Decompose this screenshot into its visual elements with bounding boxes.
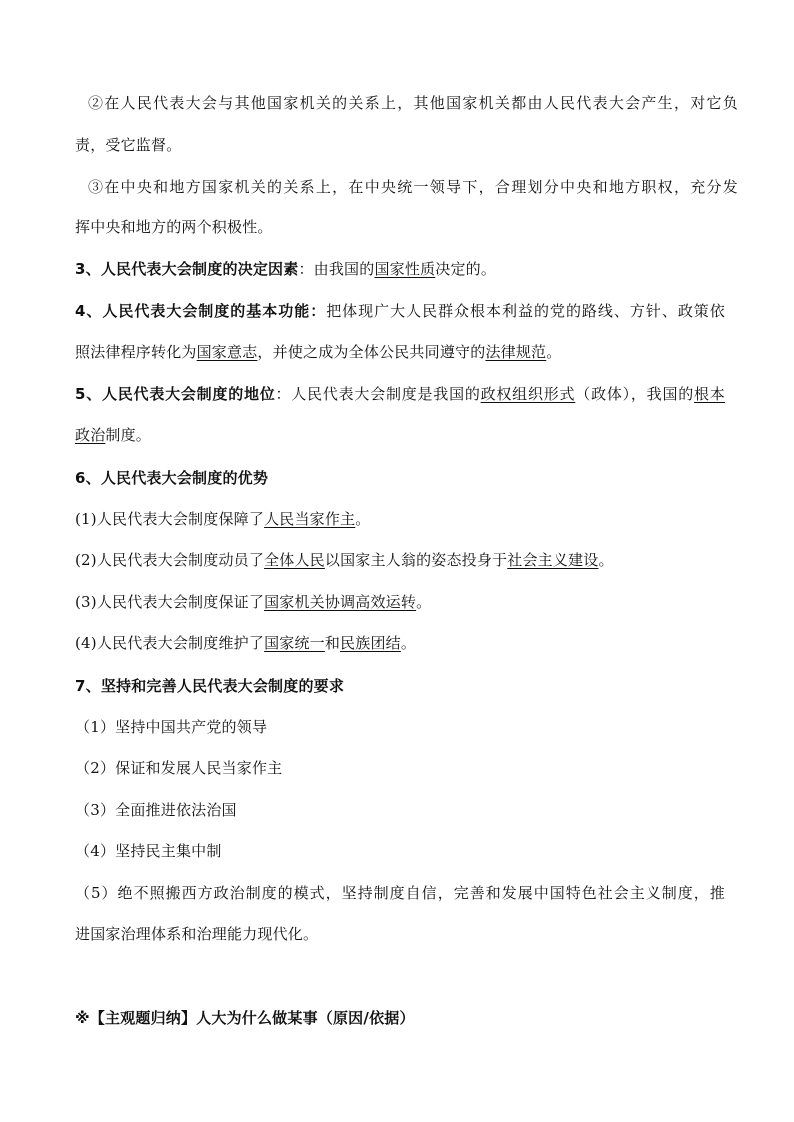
- section-4-underline-1: 国家意志: [196, 343, 258, 361]
- section-4-text: 把体现广大人民群众根本利益的党的路线、方针、政策依: [326, 302, 725, 320]
- section-5-heading: 5、人民代表大会制度的地位: [75, 385, 276, 403]
- section-6-item-3-underline: 国家机关协调高效运转: [264, 593, 417, 611]
- section-6-item-1-text: (1)人民代表大会制度保障了: [75, 510, 265, 528]
- section-6-item-3-text: (3)人民代表大会制度保证了: [75, 593, 265, 611]
- section-7-heading: 7、坚持和完善人民代表大会制度的要求: [75, 677, 345, 695]
- section-5-underline-3: 政治: [75, 426, 106, 444]
- section-4-line-1: [75, 300, 725, 322]
- section-7-item-2: （2）保证和发展人民当家作主: [75, 759, 283, 777]
- section-3-heading: 3、人民代表大会制度的决定因素: [75, 260, 299, 278]
- section-6-item-2-underline-2: 社会主义建设: [507, 551, 599, 569]
- section-6-item-4-text: (4)人民代表大会制度维护了: [75, 634, 265, 652]
- section-4-text-2c: 。: [546, 343, 562, 361]
- section-5-text-1a: ：人民代表大会制度是我国的: [275, 385, 481, 403]
- section-6-item-1: [75, 508, 725, 530]
- section-6-item-2: [75, 549, 725, 571]
- section-7-item-5-line-2: 进国家治理体系和治理能力现代化。: [75, 925, 319, 943]
- section-6-item-1-underline: 人民当家作主: [264, 510, 356, 528]
- section-6-item-3-end: 。: [416, 593, 432, 611]
- section-6-item-2-underline-1: 全体人民: [264, 551, 325, 569]
- para-2-line-2: 责，受它监督。: [75, 136, 182, 154]
- section-4-text-2b: ，并使之成为全体公民共同遵守的: [257, 343, 486, 361]
- section-6-item-4-text-b: 和: [324, 634, 341, 652]
- section-5-text-1b: （政体），我国的: [575, 385, 695, 403]
- section-7-item-3: （3）全面推进依法治国: [75, 801, 237, 819]
- para-3-line-2: 挥中央和地方的两个积极性。: [75, 218, 273, 236]
- para-3-line-1: ③在中央和地方国家机关的关系上，在中央统一领导下，合理划分中央和地方职权，充分发: [88, 178, 738, 196]
- section-6-item-4: [75, 632, 725, 654]
- section-4-heading: 4、人民代表大会制度的基本功能：: [75, 302, 327, 320]
- section-6-item-4-underline-2: 民族团结: [340, 634, 401, 652]
- section-6-item-2-end: 。: [598, 551, 614, 569]
- para-2-line-1: ②在人民代表大会与其他国家机关的关系上，其他国家机关都由人民代表大会产生，对它负: [88, 94, 738, 112]
- section-5-underline-2: 根本: [694, 385, 725, 403]
- section-6-heading: 6、人民代表大会制度的优势: [75, 469, 269, 487]
- section-6-item-3: [75, 591, 725, 613]
- section-4-text-2a: 照法律程序转化为: [75, 343, 197, 361]
- section-5-underline-1: 政权组织形式: [480, 385, 576, 403]
- summary-heading: ※【主观题归纳】人大为什么做某事（原因/依据）: [75, 1009, 415, 1027]
- section-6-item-4-end: 。: [400, 634, 417, 652]
- section-5-text-2: 制度。: [105, 426, 152, 444]
- section-7-item-5-line-1: （5）绝不照搬西方政治制度的模式，坚持制度自信，完善和发展中国特色社会主义制度，推: [75, 884, 725, 902]
- section-3-underline: 国家性质: [374, 260, 436, 278]
- section-5-line-2: [75, 424, 725, 446]
- section-6-item-2-text-b: 以国家主人翁的姿态投身于: [324, 551, 508, 569]
- section-7-item-4: （4）坚持民主集中制: [75, 842, 222, 860]
- section-4-underline-2: 法律规范: [485, 343, 547, 361]
- section-6-item-2-text: (2)人民代表大会制度动员了: [75, 551, 265, 569]
- section-3-text: ：由我国的: [298, 260, 375, 278]
- section-3-text-end: 决定的。: [435, 260, 497, 278]
- section-5-line-1: [75, 383, 725, 405]
- section-7-item-1: （1）坚持中国共产党的领导: [75, 718, 268, 736]
- section-6-item-1-end: 。: [355, 510, 371, 528]
- section-6-item-4-underline-1: 国家统一: [264, 634, 325, 652]
- section-3: [75, 258, 725, 280]
- section-4-line-2: [75, 341, 725, 363]
